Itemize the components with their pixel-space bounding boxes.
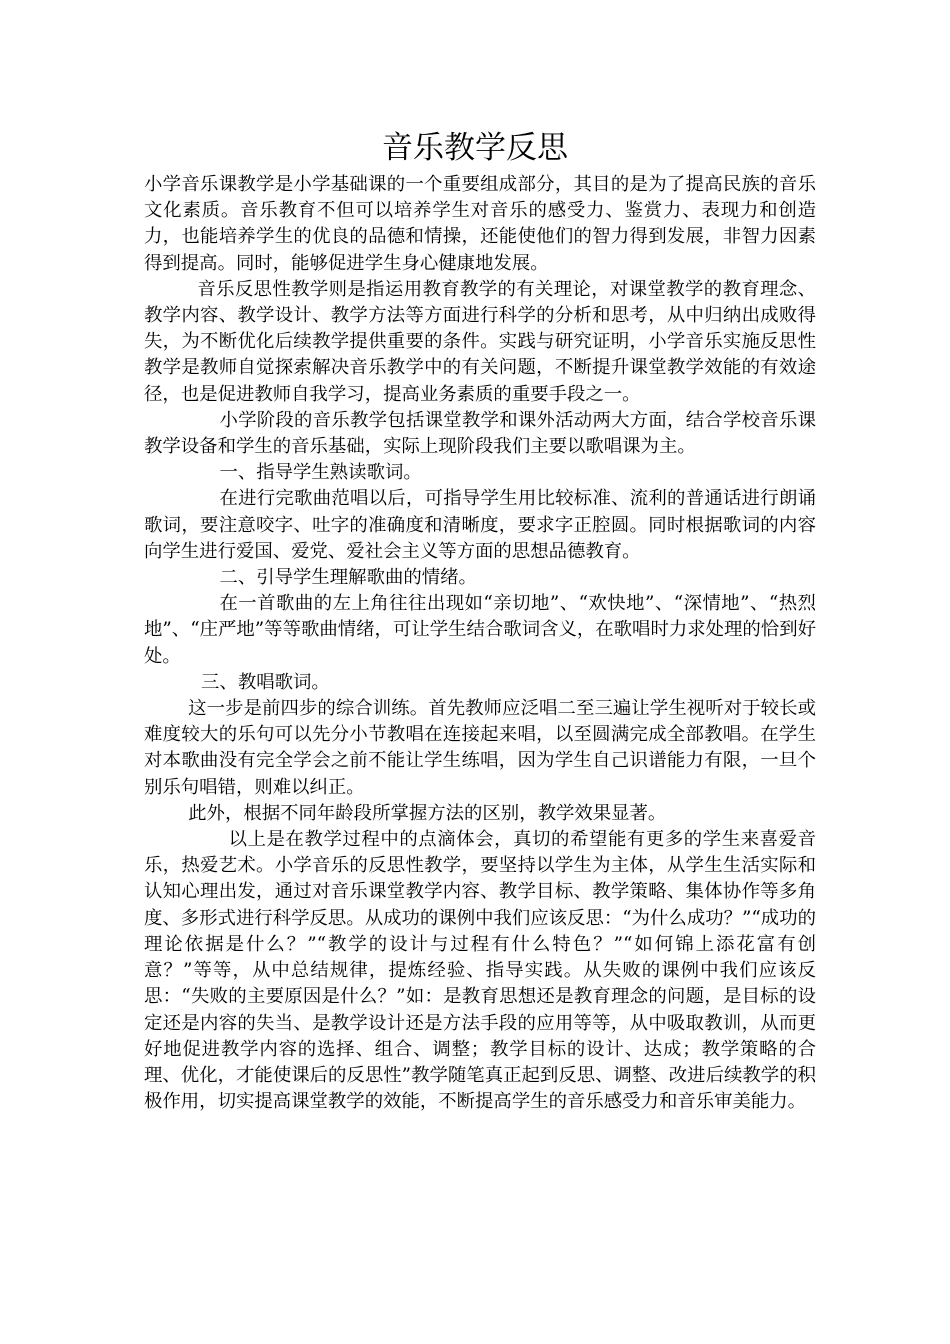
- paragraph-reflective-teaching: 音乐反思性教学则是指运用教育教学的有关理论，对课堂教学的教育理念、教学内容、教学设计、教学方法等方面进行科学的分析和思考，从中归纳出成败得失，为不断优化后续教学提供重要的条件。实践与研究证明，小学音乐实施反思性教学是教师自觉探索解决音乐教学中的有关问题，不断提升课堂教学效能的有效途径，也是促进教师自我学习，提高业务素质的重要手段之一。: [144, 278, 816, 405]
- paragraph-singing-focus: 小学阶段的音乐教学包括课堂教学和课外活动两大方面，结合学校音乐课教学设备和学生的音乐基础，实际上现阶段我们主要以歌唱课为主。: [144, 409, 816, 458]
- document-body: [144, 172, 816, 1115]
- paragraph-section-1: 在进行完歌曲范唱以后，可指导学生用比较标准、流利的普通话进行朗诵歌词，要注意咬字、吐字的准确度和清晰度，要求字正腔圆。同时根据歌词的内容向学生进行爱国、爱党、爱社会主义等方面的思想品德教育。: [144, 488, 816, 562]
- section-heading-1: 一、指导学生熟读歌词。: [219, 462, 422, 484]
- document-title: 音乐教学反思: [382, 130, 568, 166]
- paragraph-conclusion: 以上是在教学过程中的点滴体会，真切的希望能有更多的学生来喜爱音乐，热爱艺术。小学音乐的反思性教学，要坚持以学生为主体，从学生生活实际和认知心理出发，通过对音乐课堂教学内容、教学目标、教学策略、集体协作等多角度、多形式进行科学反思。从成功的课例中我们应该反思：“为什么成功？”“成功的理论依据是什么？”“教学的设计与过程有什么特色？”“如何锦上添花富有创意？”等等，从中总结规律，提炼经验、指导实践。从失败的课例中我们应该反思：“失败的主要原因是什么？”如：是教育思想还是教育理念的问题，是目标的设定还是内容的失当、是教学设计还是方法手段的应用等等，从中吸取教训，从而更好地促进教学内容的选择、组合、调整；教学目标的设计、达成；教学策略的合理、优化，才能使课后的反思性”教学随笔真正起到反思、调整、改进后续教学的积极作用，切实提高课堂教学的效能，不断提高学生的音乐感受力和音乐审美能力。: [144, 829, 816, 1113]
- section-heading-3: 三、教唱歌词。: [201, 671, 330, 693]
- paragraph-section-3: 这一步是前四步的综合训练。首先教师应泛唱二至三遍让学生视听对于较长或难度较大的乐句可以先分小节教唱在连接起来唱，以至圆满完成全部教唱。在学生对本歌曲没有完全学会之前不能让学生练唱，因为学生自己识谱能力有限，一旦个别乐句唱错，则难以纠正。: [144, 698, 816, 798]
- section-heading-2: 二、引导学生理解歌曲的情绪。: [219, 567, 477, 589]
- paragraph-intro: 小学音乐课教学是小学基础课的一个重要组成部分，其目的是为了提高民族的音乐文化素质。音乐教育不但可以培养学生对音乐的感受力、鉴赏力、表现力和创造力，也能培养学生的优良的品德和情操，还能使他们的智力得到发展，非智力因素得到提高。同时，能够促进学生身心健康地发展。: [144, 174, 816, 274]
- paragraph-section-2: 在一首歌曲的左上角往往出现如“亲切地”、“欢快地”、“深情地”、“热烈地”、“庄严地”等等歌曲情绪，可让学生结合歌词含义，在歌唱时力求处理的恰到好处。: [144, 593, 816, 667]
- paragraph-additionally: 此外，根据不同年龄段所掌握方法的区别，教学效果显著。: [188, 802, 667, 824]
